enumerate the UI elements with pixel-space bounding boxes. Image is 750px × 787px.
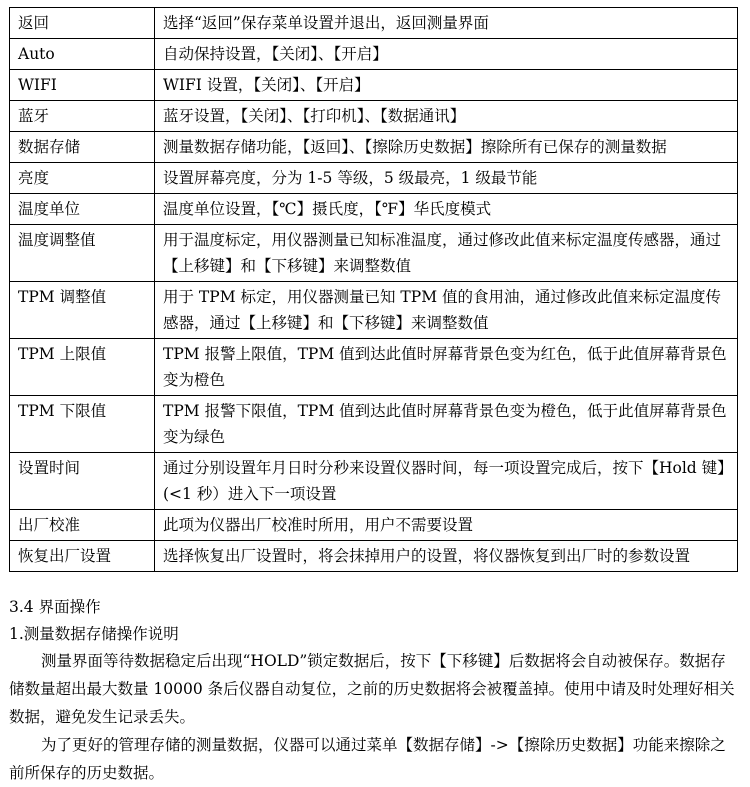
setting-description: 通过分别设置年月日时分秒来设置仪器时间，每一项设置完成后，按下【Hold 键】(<1 秒）进入下一项设置 (155, 453, 738, 510)
table-row (10, 282, 738, 339)
setting-description: 选择“返回”保存菜单设置并退出，返回测量界面 (155, 8, 738, 39)
paragraph-erase-history: 为了更好的管理存储的测量数据，仪器可以通过菜单【数据存储】->【擦除历史数据】功能来擦除之前所保存的历史数据。 (9, 736, 726, 782)
setting-name: TPM 上限值 (10, 339, 155, 396)
setting-name: 恢复出厂设置 (10, 541, 155, 572)
table-row (10, 70, 738, 101)
table-row (10, 339, 738, 396)
table-row (10, 510, 738, 541)
table-row (10, 163, 738, 194)
setting-name: 出厂校准 (10, 510, 155, 541)
setting-name: 数据存储 (10, 132, 155, 163)
setting-description: 测量数据存储功能，【返回】、【擦除历史数据】擦除所有已保存的测量数据 (155, 132, 738, 163)
setting-description: 设置屏幕亮度，分为 1-5 等级，5 级最亮，1 级最节能 (155, 163, 738, 194)
setting-name: 温度调整值 (10, 225, 155, 282)
setting-description: TPM 报警下限值，TPM 值到达此值时屏幕背景色变为橙色，低于此值屏幕背景色变为绿色 (155, 396, 738, 453)
setting-description: WIFI 设置，【关闭】、【开启】 (155, 70, 738, 101)
table-row (10, 541, 738, 572)
table-row (10, 101, 738, 132)
section-heading: 3.4 界面操作 (9, 598, 101, 616)
setting-description: TPM 报警上限值，TPM 值到达此值时屏幕背景色变为红色，低于此值屏幕背景色变为橙色 (155, 339, 738, 396)
table-row (10, 8, 738, 39)
paragraph-storage-description: 测量界面等待数据稳定后出现“HOLD”锁定数据后，按下【下移键】后数据将会自动被保存。数据存储数量超出最大数量 10000 条后仪器自动复位，之前的历史数据将会被覆盖掉。使用中请及时处理好相关数据，避免发生记录丢失。 (9, 652, 735, 726)
setting-description: 用于温度标定，用仪器测量已知标准温度，通过修改此值来标定温度传感器，通过【上移键】和【下移键】来调整数值 (155, 225, 738, 282)
setting-name: Auto (10, 39, 155, 70)
setting-name: 设置时间 (10, 453, 155, 510)
setting-description: 用于 TPM 标定，用仪器测量已知 TPM 值的食用油，通过修改此值来标定温度传感器，通过【上移键】和【下移键】来调整数值 (155, 282, 738, 339)
setting-name: 蓝牙 (10, 101, 155, 132)
setting-name: 温度单位 (10, 194, 155, 225)
table-row (10, 396, 738, 453)
table-row (10, 39, 738, 70)
setting-name: 亮度 (10, 163, 155, 194)
settings-table-body (10, 8, 738, 572)
setting-description: 选择恢复出厂设置时，将会抹掉用户的设置，将仪器恢复到出厂时的参数设置 (155, 541, 738, 572)
table-row (10, 225, 738, 282)
setting-name: WIFI (10, 70, 155, 101)
table-row (10, 453, 738, 510)
setting-description: 温度单位设置，【℃】摄氏度，【℉】华氏度模式 (155, 194, 738, 225)
setting-description: 自动保持设置，【关闭】、【开启】 (155, 39, 738, 70)
section-subheading: 1.测量数据存储操作说明 (9, 625, 179, 643)
setting-description: 此项为仪器出厂校准时所用，用户不需要设置 (155, 510, 738, 541)
setting-name: TPM 下限值 (10, 396, 155, 453)
table-row (10, 194, 738, 225)
setting-name: TPM 调整值 (10, 282, 155, 339)
setting-description: 蓝牙设置，【关闭】、【打印机】、【数据通讯】 (155, 101, 738, 132)
setting-name: 返回 (10, 8, 155, 39)
settings-table (9, 7, 738, 572)
table-row (10, 132, 738, 163)
